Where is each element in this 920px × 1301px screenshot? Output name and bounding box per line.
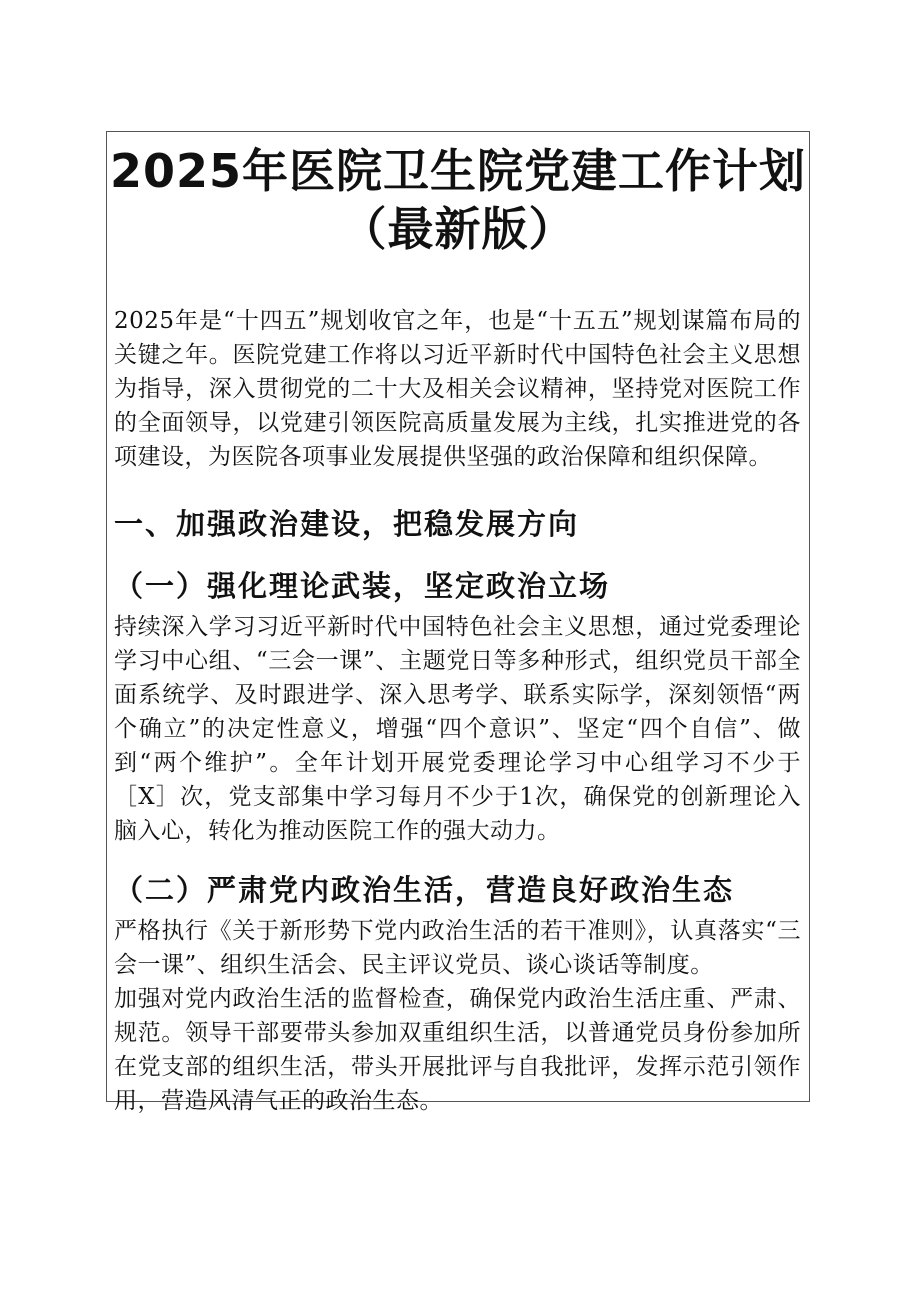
document-frame bbox=[106, 131, 810, 1114]
subsection-heading-2: （二）严肃党内政治生活，营造良好政治生态 bbox=[114, 873, 735, 907]
document-title bbox=[107, 132, 809, 258]
subsection-1-body: 持续深入学习习近平新时代中国特色社会主义思想，通过党委理论学习中心组、“三会一课”、主题党日等多种形式，组织党员干部全面系统学、及时跟进学、深入思考学、联系实际学，深刻领悟“两个确立”的决定性意义，增强“四个意识”、坚定“四个自信”、做到“两个维护”。全年计划开展党委理论学习中心组学习不少于［X］次，党支部集中学习每月不少于1次，确保党的创新理论入脑入心，转化为推动医院工作的强大动力。 bbox=[114, 614, 801, 844]
section-heading-1: 一、加强政治建设，把稳发展方向 bbox=[114, 507, 580, 541]
title-line-1: 2025年医院卫生院党建工作计划 bbox=[109, 144, 807, 198]
intro-paragraph: 2025年是“十四五”规划收官之年，也是“十五五”规划谋篇布局的关键之年。医院党建工作将以习近平新时代中国特色社会主义思想为指导，深入贯彻党的二十大及相关会议精神，坚持党对医院工作的全面领导，以党建引领医院高质量发展为主线，扎实推进党的各项建设，为医院各项事业发展提供坚强的政治保障和组织保障。 bbox=[114, 308, 801, 470]
subsection-2-body-2: 加强对党内政治生活的监督检查，确保党内政治生活庄重、严肃、规范。领导干部要带头参加双重组织生活，以普通党员身份参加所在党支部的组织生活，带头开展批评与自我批评，发挥示范引领作用，营造风清气正的政治生态。 bbox=[114, 986, 801, 1114]
subsection-2-body-1: 严格执行《关于新形势下党内政治生活的若干准则》，认真落实“三会一课”、组织生活会、民主评议党员、谈心谈话等制度。 bbox=[114, 918, 801, 978]
title-line-2: （最新版） bbox=[340, 202, 576, 256]
subsection-heading-1: （一）强化理论武装，坚定政治立场 bbox=[114, 569, 611, 603]
